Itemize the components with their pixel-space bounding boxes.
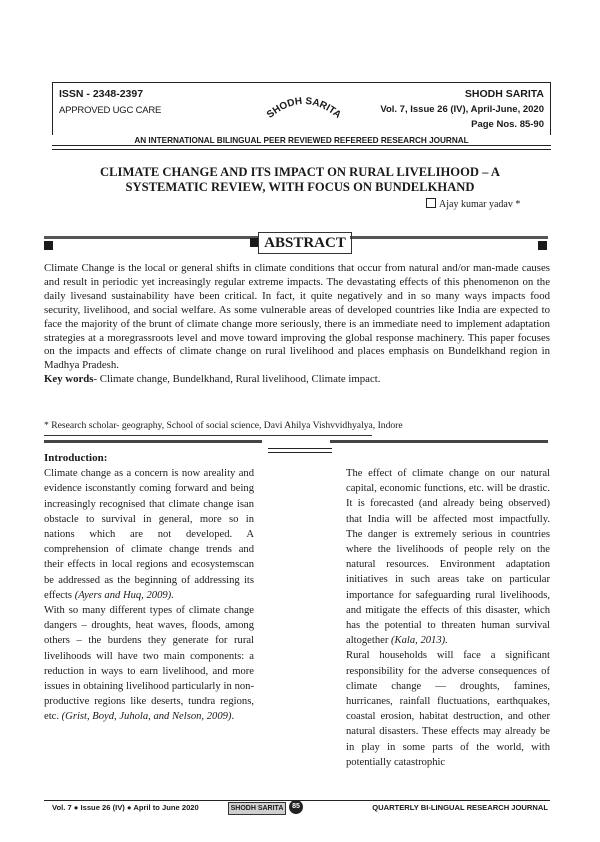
keywords-text: - Climate change, Bundelkhand, Rural livelihood, Climate impact.	[93, 373, 381, 386]
page-numbers: Page Nos. 85-90	[471, 119, 544, 130]
abstract-body	[44, 262, 550, 387]
left-paragraph-1: Climate change as a concern is now areality and evidence isconstantly coming forward and being increasingly recognised that climate change isan obstacle to survival in general, more so in nations which are not developed. A comprehension of climate change trends and their effects in local regions and ecosystemscan be addressed as the beginning of addressing its effects (Ayers and Huq, 2009).	[44, 468, 254, 601]
left-column	[44, 451, 254, 725]
title-line-1: CLIMATE CHANGE AND ITS IMPACT ON RURAL LIVELIHOOD – A	[100, 165, 500, 179]
footnote-rule	[44, 435, 372, 436]
right-column	[346, 466, 550, 770]
right-paragraph-2: Rural households will face a significant responsibility for the adverse consequences of climate change — droughts, famines, hurricanes, rainfall fluctuations, earthquakes, coastal erosion, habitat destruction, and other natural disasters. These effects may already be in play in some parts of the world, with potentially catastrophic	[346, 650, 550, 768]
volume-info: Vol. 7, Issue 26 (IV), April-June, 2020	[380, 104, 544, 115]
keywords-line	[44, 373, 550, 387]
approved-label: APPROVED UGC CARE	[59, 105, 162, 116]
keywords-label: Key words	[44, 373, 94, 386]
section-mini-rule-2	[268, 452, 332, 453]
abstract-bar-left	[44, 236, 258, 239]
article-title	[60, 165, 540, 195]
abstract-text: Climate Change is the local or general shifts in climate conditions that occur from natural and/or man-made causes and result in periodic yet increasingly regular extreme impacts. The devastating effects of this phenomenon on the daily livesand sustainability have been critical. In fact, it quite negatively and in so many ways impacts food security, livelihood, and social welfare. As some vulnerable areas of developed countries like India are expected to face the majority of the brunt of climate change more seriously, there is an immediate need to implement adaptation strategies at a moregrassroots level and move toward improving the global response machinery. This paper focuses on the impacts and effects of climate change on rural livelihood and places emphasis on Bundelkhand region in Madhya Pradesh.	[44, 262, 550, 372]
footnote: * Research scholar- geography, School of social science, Davi Ahilya Vishvvidhyalya, Indore	[44, 420, 403, 431]
citation-grist: (Grist, Boyd, Juhola, and Nelson, 2009)	[61, 711, 232, 723]
section-bar-left	[44, 440, 262, 443]
footer-volume: Vol. 7 ● Issue 26 (IV) ● April to June 2020	[52, 803, 199, 812]
abstract-square-right	[538, 241, 547, 250]
issn-label: ISSN - 2348-2397	[59, 88, 144, 100]
abstract-heading: ABSTRACT	[258, 232, 352, 254]
journal-name: SHODH SARITA	[464, 88, 544, 100]
citation-ayers: (Ayers and Huq, 2009).	[74, 589, 174, 601]
intro-heading: Introduction:	[44, 452, 108, 464]
header-divider	[52, 145, 551, 146]
logo-text: SHODH SARITA	[264, 95, 344, 121]
author-name: Ajay kumar yadav *	[439, 199, 521, 210]
journal-logo	[254, 88, 354, 132]
author-line	[426, 197, 520, 210]
citation-kala: (Kala, 2013).	[391, 635, 448, 647]
section-bar-right	[330, 440, 548, 443]
abstract-bar-right	[350, 236, 548, 239]
svg-text:SHODH SARITA	[265, 96, 343, 121]
author-icon	[426, 198, 436, 208]
right-paragraph-1: The effect of climate change on our natural capital, economic functions, etc. will be drastic. It is forecasted (and already being observed) that India will be affected most impactfully. The danger is extremely serious in countries where the livelihoods of people rely on the natural resources. Environment adaptation initiatives in such areas take on particular importance for safeguarding rural livelihoods, and mitigate the effects of this disaster, which has the potential to threaten human survival altogether (Kala, 2013).	[346, 468, 550, 647]
left-paragraph-2: With so many different types of climate change dangers – droughts, heat waves, floods, among others – the burdens they generate for rural livelihoods will have two main components: a reduction in ways to earn livelihood, and more issues in obtaining livelihood particularly in non-productive regions like deserts, tundra regions, etc. (Grist, Boyd, Juhola, and Nelson, 2009).	[44, 605, 254, 723]
journal-subtitle: AN INTERNATIONAL BILINGUAL PEER REVIEWED REFEREED RESEARCH JOURNAL	[134, 136, 469, 145]
header-rule	[52, 149, 551, 150]
footer-journal-badge: SHODH SARITA	[228, 802, 286, 815]
title-line-2: SYSTEMATIC REVIEW, WITH FOCUS ON BUNDELKHAND	[125, 180, 475, 194]
section-mini-rule-1	[268, 448, 332, 449]
footer-journal-type: QUARTERLY BI-LINGUAL RESEARCH JOURNAL	[372, 803, 548, 812]
page-number: 85	[289, 800, 303, 814]
abstract-square-left	[44, 241, 53, 250]
